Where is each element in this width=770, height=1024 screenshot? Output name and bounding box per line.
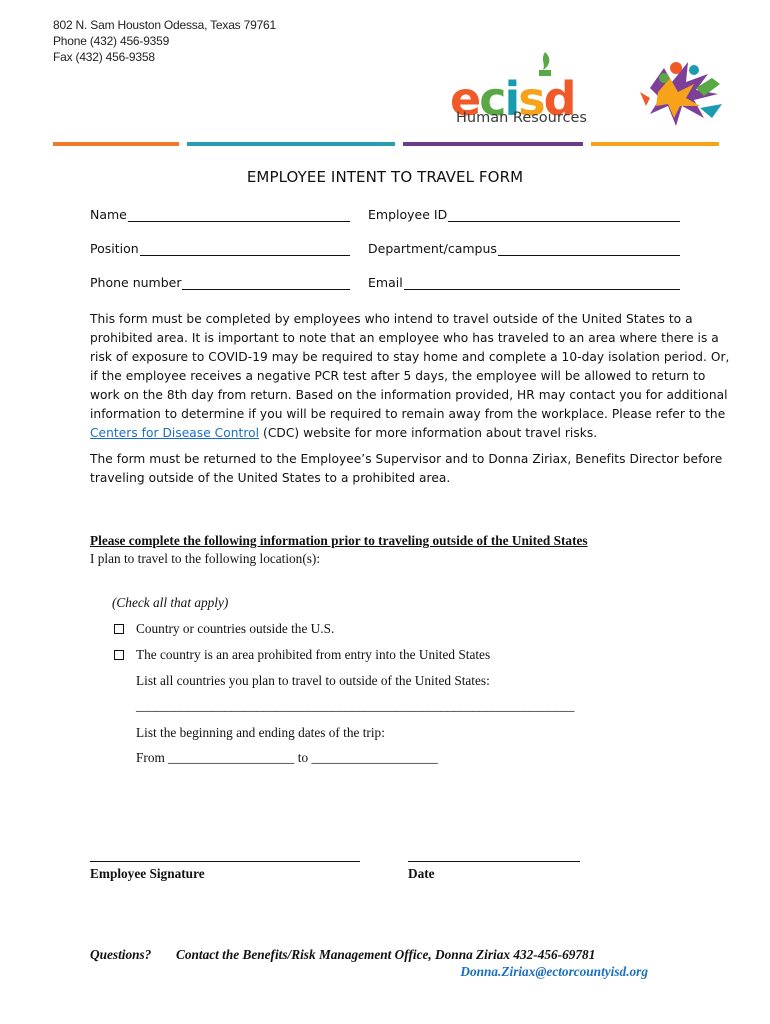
intro-paragraph xyxy=(90,310,730,443)
contact-email-link[interactable]: Donna.Ziriax@ectorcountyisd.org xyxy=(460,964,648,979)
name-field[interactable] xyxy=(90,207,350,222)
address-line: 802 N. Sam Houston Odessa, Texas 79761 xyxy=(53,18,276,32)
intro-text: This form must be completed by employees who intend to travel outside of the United States to a prohibited area. It is important to note that an employee who has traveled to an area where there is a risk of exposure to COVID-19 may be required to stay home and complete a 10-day isolation period. Or, if the employee receives a negative PCR test after 5 days, the employee will be allowed to return to work on the 8th day from return. Based on the information provided, HR may contact you for additional information to determine if you will be required to remain away from the workplace. Please refer to the xyxy=(90,312,730,421)
phone-line: Phone (432) 456-9359 xyxy=(53,34,170,48)
employee-id-field[interactable] xyxy=(368,207,680,222)
divider-bar-teal xyxy=(187,142,395,146)
date-label: Date xyxy=(408,866,435,881)
divider-bar-yellow xyxy=(591,142,719,146)
questions-label: Questions? xyxy=(90,947,152,962)
divider-bar-orange xyxy=(53,142,179,146)
logo-letter: i xyxy=(504,72,519,126)
position-blank[interactable] xyxy=(140,241,350,256)
option-prohibited-area[interactable] xyxy=(114,647,490,663)
date-line[interactable] xyxy=(408,861,580,862)
employee-id-label: Employee ID xyxy=(368,207,448,222)
check-all-note: (Check all that apply) xyxy=(112,595,229,610)
option-label: Country or countries outside the U.S. xyxy=(136,621,335,636)
color-divider xyxy=(53,142,719,146)
contact-info: Contact the Benefits/Risk Management Office, Donna Ziriax 432-456-69781 xyxy=(176,947,596,962)
position-field[interactable] xyxy=(90,241,350,256)
fax-line: Fax (432) 456-9358 xyxy=(53,50,155,64)
travel-section-heading: Please complete the following information prior to traveling outside of the United States xyxy=(90,533,588,548)
position-label: Position xyxy=(90,241,139,256)
intro-text-end: (CDC) website for more information about travel risks. xyxy=(259,426,598,440)
logo-letter: d xyxy=(543,72,575,126)
employee-signature-line[interactable] xyxy=(90,861,360,862)
employee-signature-label: Employee Signature xyxy=(90,866,205,881)
logo-letter: c xyxy=(479,72,505,126)
cdc-link[interactable]: Centers for Disease Control xyxy=(90,426,260,440)
countries-blank[interactable]: _____________________________________________________________________ xyxy=(136,698,575,713)
option-label: The country is an area prohibited from entry into the United States xyxy=(136,647,491,662)
checkbox-icon[interactable] xyxy=(114,650,124,660)
school-address-block xyxy=(53,17,276,65)
department-blank[interactable] xyxy=(498,241,680,256)
phone-blank[interactable] xyxy=(182,275,350,290)
form-title: EMPLOYEE INTENT TO TRAVEL FORM xyxy=(246,168,524,186)
from-to-dates-line[interactable]: From ___________________ to ___________________ xyxy=(136,750,438,765)
travel-section-subheading: I plan to travel to the following location(s): xyxy=(90,551,321,566)
logo-subtitle: Human Resources xyxy=(456,110,587,126)
logo-letter: s xyxy=(518,72,544,126)
department-field[interactable] xyxy=(368,241,680,256)
ecisd-logo xyxy=(450,48,730,130)
department-label: Department/campus xyxy=(368,241,497,256)
employee-id-blank[interactable] xyxy=(448,207,680,222)
phone-field[interactable] xyxy=(90,275,350,290)
dates-prompt: List the beginning and ending dates of the trip: xyxy=(136,725,385,740)
name-blank[interactable] xyxy=(128,207,350,222)
list-countries-prompt: List all countries you plan to travel to outside of the United States: xyxy=(136,673,490,688)
email-blank[interactable] xyxy=(404,275,680,290)
email-field[interactable] xyxy=(368,275,680,290)
return-instructions-paragraph: The form must be returned to the Employee’s Supervisor and to Donna Ziriax, Benefits Director before traveling outside of the United States to a prohibited area. xyxy=(90,452,723,485)
divider-bar-purple xyxy=(403,142,583,146)
option-outside-us[interactable] xyxy=(114,621,334,637)
checkbox-icon[interactable] xyxy=(114,624,124,634)
email-label: Email xyxy=(368,275,403,290)
logo-letter: e xyxy=(450,72,480,126)
phone-label: Phone number xyxy=(90,275,182,290)
name-label: Name xyxy=(90,207,127,222)
